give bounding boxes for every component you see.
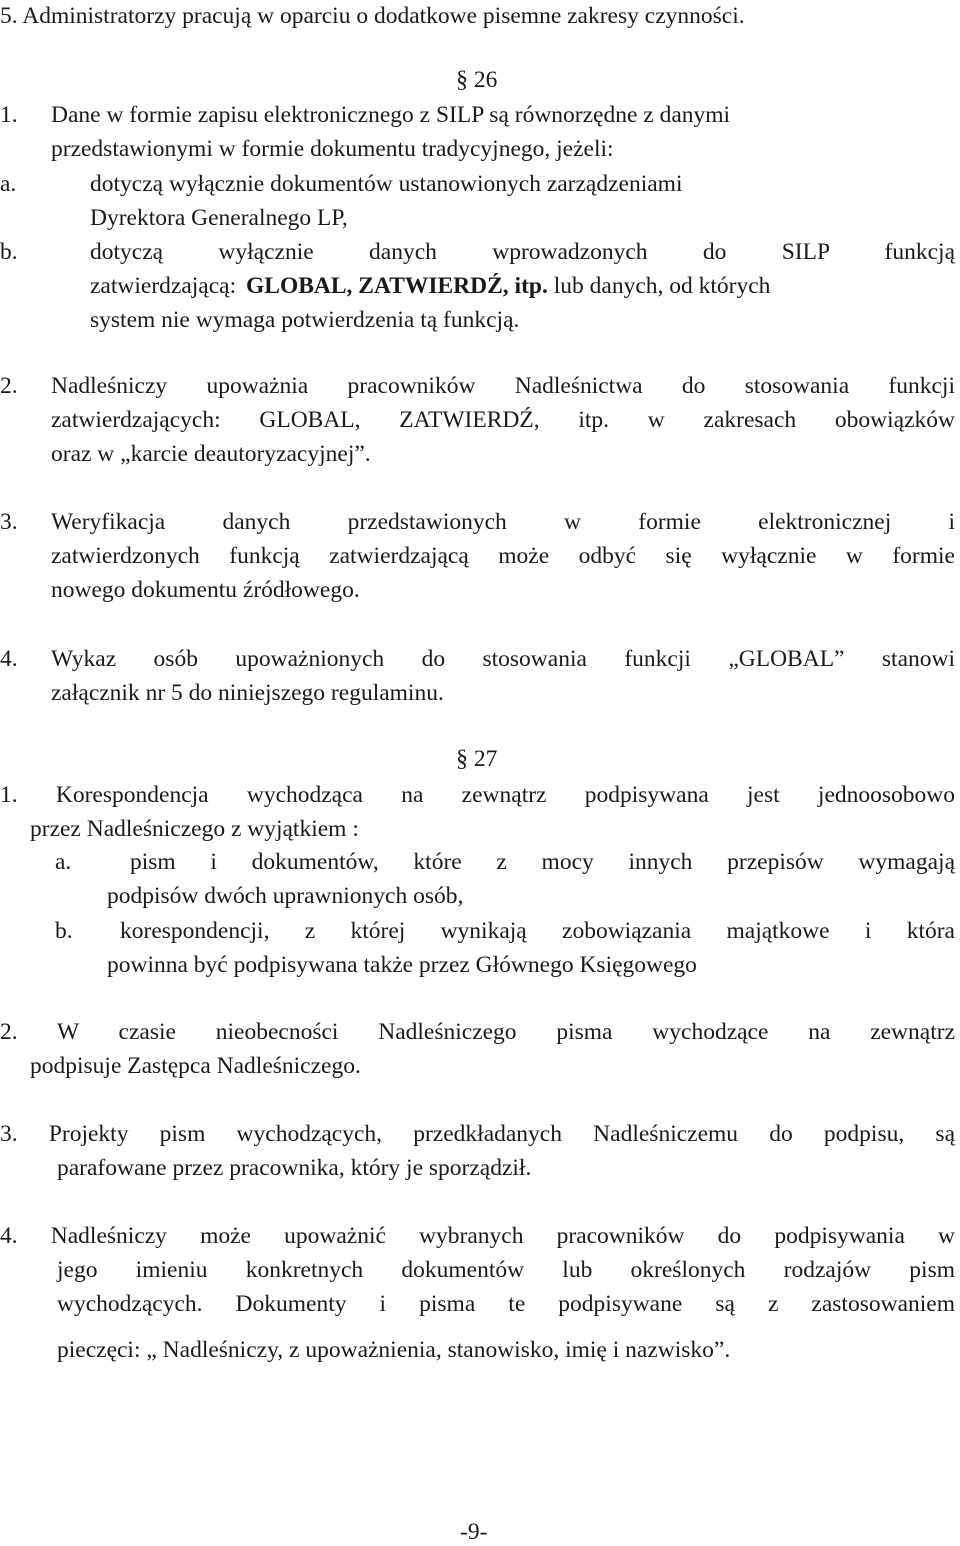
sub-label: a. [55,849,72,875]
paragraph-symbol: § [456,67,468,93]
s26-p1-b-line3: system nie wymaga potwierdzenia tą funkcją. [90,307,520,333]
sub-label: b. [0,239,18,265]
s26-p1-b-line2 [90,272,770,300]
item-number: 5. [0,3,18,29]
sub-text: korespondencji, z której wynikają zobowiązania majątkowe i która [120,918,955,944]
s26-p2-line2: zatwierdzających: GLOBAL, ZATWIERDŹ, itp. w zakresach obowiązków [51,407,955,433]
text-segment: lub danych, od których [553,273,771,299]
item-number: 2. [0,373,18,399]
item-text: Wykaz osób upoważnionych do stosowania funkcji „GLOBAL” stanowi [51,646,955,672]
s27-p3-line2: parafowane przez pracownika, który je sporządził. [57,1155,532,1181]
sub-text: dotyczą wyłącznie dokumentów ustanowionych zarządzeniami [90,171,683,197]
s27-p1-a-line2: podpisów dwóch uprawnionych osób, [107,883,464,909]
item-5 [0,2,745,30]
s26-p3-line2: zatwierdzonych funkcją zatwierdzającą może odbyć się wyłącznie w formie [51,543,955,569]
sub-text: dotyczą wyłącznie danych wprowadzonych do SILP funkcją [90,239,955,265]
s27-p1-line1: 1. Korespondencja wychodząca na zewnątrz podpisywana jest jednoosobowo [0,782,955,808]
s27-p4-line3: wychodzących. Dokumenty i pisma te podpisywane są z zastosowaniem [57,1291,955,1317]
s26-p3-line3: nowego dokumentu źródłowego. [51,577,360,603]
s26-p2-line3: oraz w „karcie deautoryzacyjnej”. [51,441,371,467]
page-number: -9- [460,1519,488,1545]
item-text: Weryfikacja danych przedstawionych w formie elektronicznej i [51,509,955,535]
s27-p3-line1: 3. Projekty pism wychodzących, przedkładanych Nadleśniczemu do podpisu, są [0,1121,955,1147]
s26-p1-a-line2: Dyrektora Generalnego LP, [90,205,348,231]
sub-label: a. [0,171,17,197]
s26-p1-line1 [0,101,955,129]
s27-p4-line4: pieczęci: „ Nadleśniczy, z upoważnienia, stanowisko, imię i nazwisko”. [57,1337,731,1363]
s27-p2-line1: 2. W czasie nieobecności Nadleśniczego pisma wychodzące na zewnątrz [0,1019,955,1045]
item-number: 1. [0,102,18,128]
item-text: Dane w formie zapisu elektronicznego z SILP są równorzędne z danymi [51,102,731,128]
section-number: 27 [473,746,498,772]
s27-p4-line1: 4. Nadleśniczy może upoważnić wybranych pracowników do podpisywania w [0,1223,955,1249]
paragraph-symbol: § [456,746,468,772]
item-text: Administratorzy pracują w oparciu o dodatkowe pisemne zakresy czynności. [22,3,745,29]
item-number: 3. [0,509,18,535]
text-segment: zatwierdzającą: [90,273,237,299]
section-26-heading [456,66,497,94]
section-number: 26 [473,67,498,93]
item-text: Nadleśniczy upoważnia pracowników Nadleśnictwa do stosowania funkcji [51,373,955,399]
s26-p1-line2: przedstawionymi w formie dokumentu tradycyjnego, jeżeli: [51,136,614,162]
s26-p4-line2: załącznik nr 5 do niniejszego regulaminu. [51,680,444,706]
section-27-heading [456,745,497,773]
item-number: 4. [0,646,18,672]
s27-p2-line2: podpisuje Zastępca Nadleśniczego. [30,1053,361,1079]
sub-text: pism i dokumentów, które z mocy innych przepisów wymagają [130,849,955,875]
s27-p1-b-line2: powinna być podpisywana także przez Głównego Księgowego [107,952,697,978]
bold-function-names: GLOBAL, ZATWIERDŹ, itp. [245,273,548,299]
s27-p1-line2: przez Nadleśniczego z wyjątkiem : [30,816,359,842]
s27-p4-line2: jego imieniu konkretnych dokumentów lub określonych rodzajów pism [57,1257,955,1283]
sub-label: b. [55,918,73,944]
